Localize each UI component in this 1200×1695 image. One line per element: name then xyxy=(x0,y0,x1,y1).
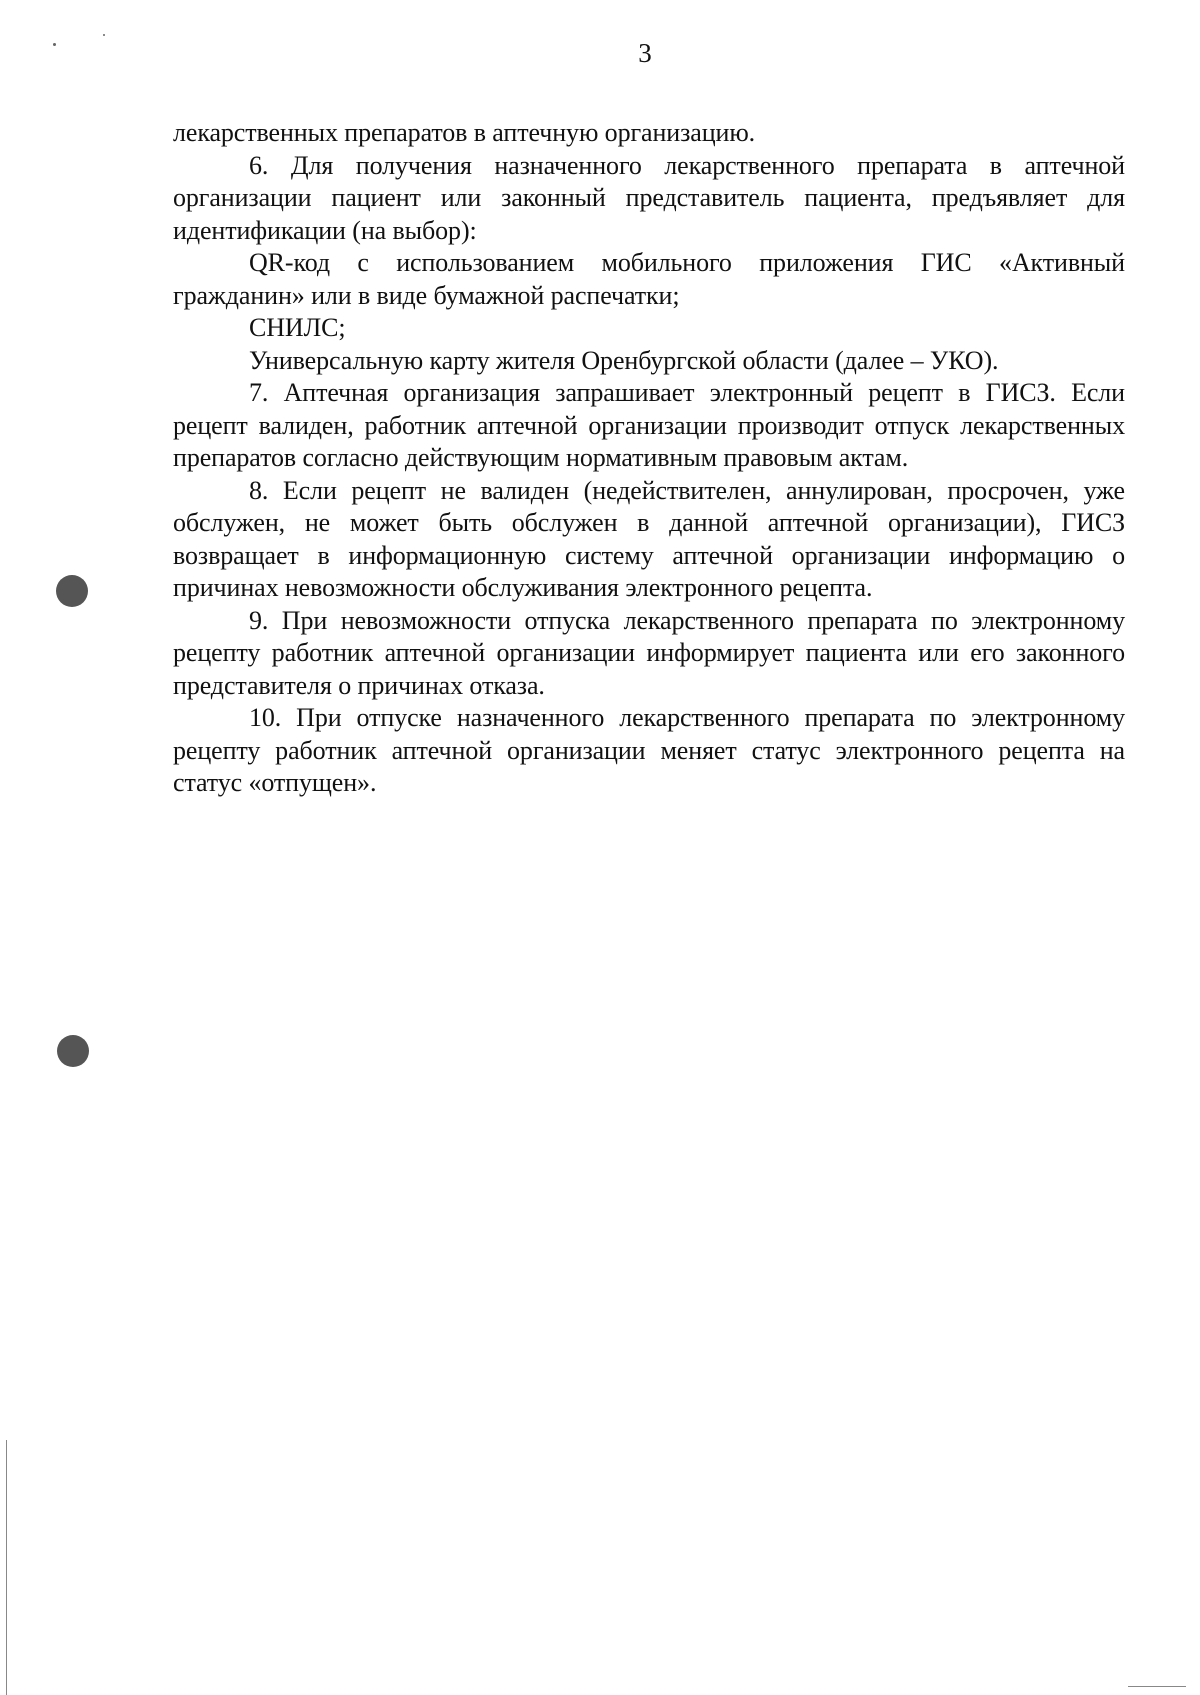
scan-edge-line xyxy=(6,1440,7,1695)
paragraph-item-10: 10. При отпуске назначенного лекарственного препарата по электронному рецепту работник аптечной организации меняет статус электронного рецепта на статус «отпущен». xyxy=(173,703,1125,797)
paragraph-item-7: 7. Аптечная организация запрашивает электронный рецепт в ГИСЗ. Если рецепт валиден, работник аптечной организации производит отпуск лекарственных препаратов согласно действующим нормативным правовым актам. xyxy=(173,378,1125,472)
paragraph-option-snils: СНИЛС; xyxy=(249,313,346,342)
punch-hole xyxy=(57,1035,89,1067)
scan-speck xyxy=(103,34,105,36)
paragraph-option-qr-code: QR-код с использованием мобильного приложения ГИС «Активный гражданин» или в виде бумажной распечатки; xyxy=(173,248,1125,310)
paragraph-continuation: лекарственных препаратов в аптечную организацию. xyxy=(173,118,756,147)
paragraph-option-uko: Универсальную карту жителя Оренбургской области (далее – УКО). xyxy=(249,345,999,375)
paragraph-item-8: 8. Если рецепт не валиден (недействителен, аннулирован, просрочен, уже обслужен, не может быть обслужен в данной аптечной организации), ГИСЗ возвращает в информационную систему аптечной организации информацию о причинах невозможности обслуживания электронного рецепта. xyxy=(173,475,1125,602)
document-body xyxy=(173,117,1125,800)
scan-corner-mark xyxy=(1128,1686,1186,1687)
punch-hole xyxy=(56,575,88,607)
page-number: 3 xyxy=(638,38,652,68)
paragraph-item-6: 6. Для получения назначенного лекарственного препарата в аптечной организации пациент или законный представитель пациента, предъявляет для идентификации (на выбор): xyxy=(173,150,1125,245)
paragraph-item-9: 9. При невозможности отпуска лекарственного препарата по электронному рецепту работник аптечной организации информирует пациента или его законного представителя о причинах отказа. xyxy=(173,605,1125,700)
